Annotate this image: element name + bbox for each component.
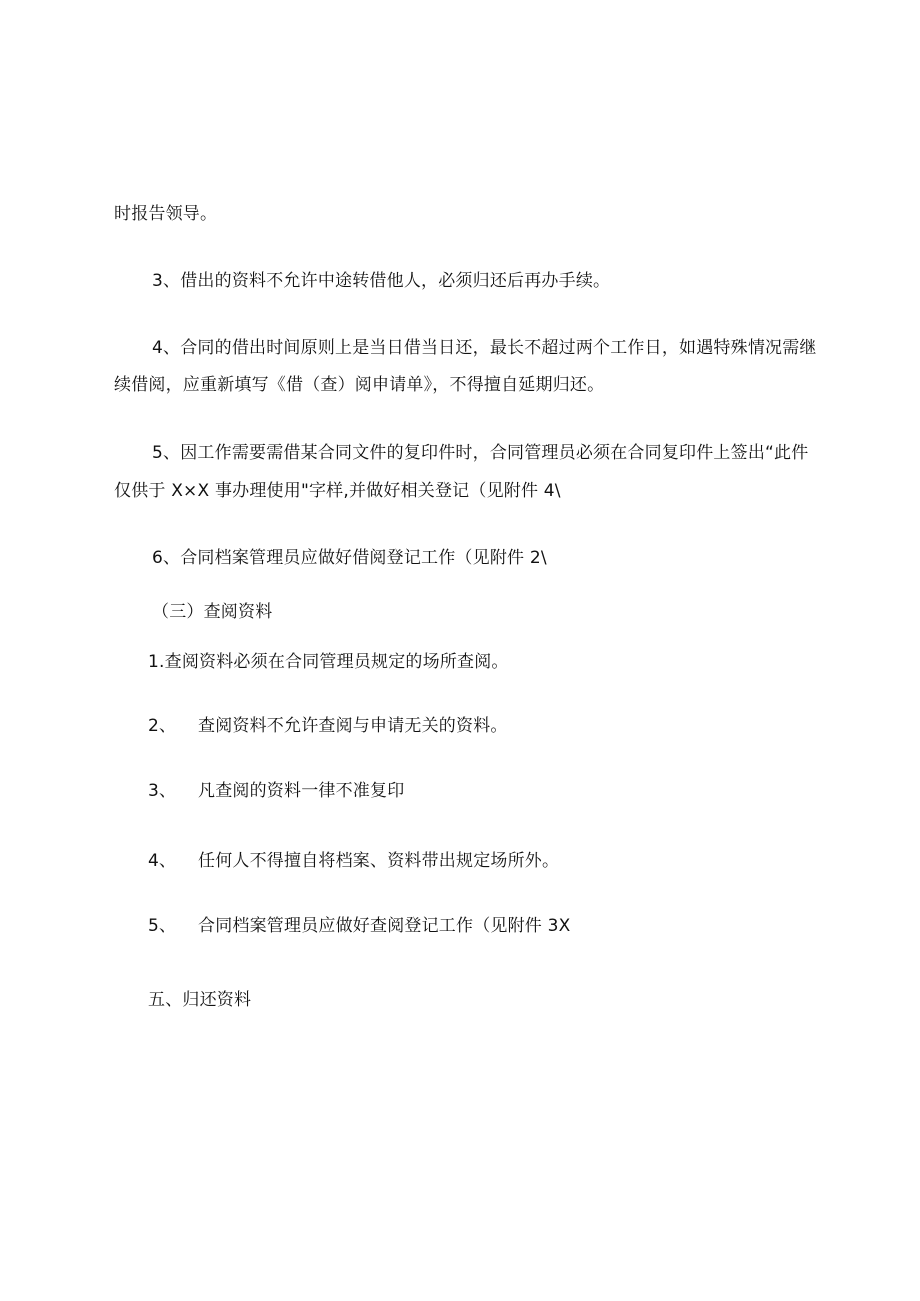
list-item-text: 任何人不得擅自将档案、资料带出规定场所外。	[198, 851, 560, 871]
paragraph-item-5-line-1: 5、因工作需要需借某合同文件的复印件时，合同管理员必须在合同复印件上签出“此件	[152, 443, 809, 463]
list-item	[148, 715, 508, 737]
list-item-number: 3、	[148, 781, 177, 801]
list-item	[148, 915, 570, 937]
list-item	[148, 780, 404, 802]
list-item-text: 凡查阅的资料一律不准复印	[198, 781, 405, 801]
list-item-text: 查阅资料不允许查阅与申请无关的资料。	[198, 716, 508, 736]
paragraph-item-4-line-2: 续借阅，应重新填写《借（查）阅申请单》，不得擅自延期归还。	[114, 375, 605, 395]
paragraph-item-3: 3、借出的资料不允许中途转借他人，必须归还后再办手续。	[152, 271, 611, 291]
paragraph-continuation: 时报告领导。	[114, 204, 218, 224]
list-item-text: 查阅资料必须在合同管理员规定的场所查阅。	[164, 652, 509, 672]
section-heading-3: （三）查阅资料	[152, 602, 273, 622]
paragraph-item-5-line-2: 仅供于 X×X 事办理使用"字样,并做好相关登记（见附件 4\	[114, 481, 561, 501]
list-item-number: 1.	[148, 652, 165, 672]
list-item-number: 4、	[148, 851, 177, 871]
list-item-number: 2、	[148, 716, 177, 736]
paragraph-item-6: 6、合同档案管理员应做好借阅登记工作（见附件 2\	[152, 548, 547, 568]
list-item-number: 5、	[148, 916, 177, 936]
list-item	[148, 651, 509, 673]
paragraph-item-4-line-1: 4、合同的借出时间原则上是当日借当日还，最长不超过两个工作日，如遇特殊情况需继	[152, 338, 817, 358]
list-item	[148, 850, 559, 872]
section-heading-5: 五、归还资料	[148, 990, 252, 1010]
list-item-text: 合同档案管理员应做好查阅登记工作（见附件 3X	[198, 916, 571, 936]
